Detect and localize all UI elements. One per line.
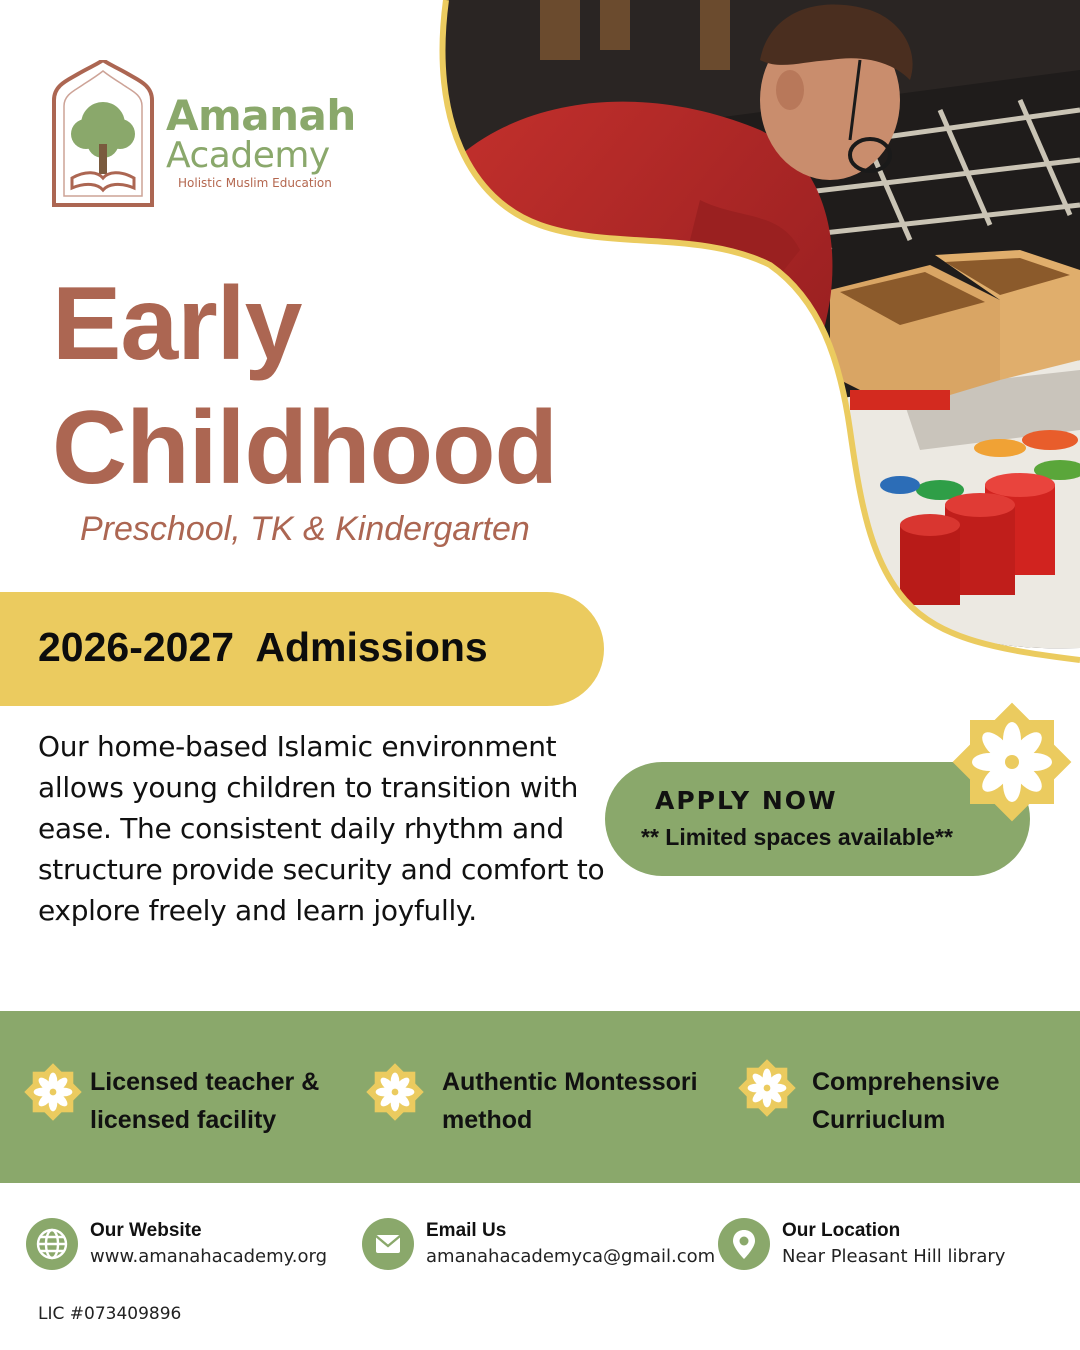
globe-icon xyxy=(26,1218,78,1270)
feature-line-1: Authentic Montessori xyxy=(442,1068,698,1096)
brand-logo xyxy=(48,60,368,210)
contact-location-title: Our Location xyxy=(782,1220,901,1241)
star-flower-icon xyxy=(952,702,1072,822)
features-band xyxy=(0,1011,1080,1183)
contact-email[interactable] xyxy=(362,1212,716,1282)
feature-line-2: Curriuclum xyxy=(812,1106,946,1134)
contact-website-value[interactable]: www.amanahacademy.org xyxy=(90,1246,327,1267)
star-flower-icon xyxy=(738,1059,796,1117)
contact-location-value: Near Pleasant Hill library xyxy=(782,1246,1006,1267)
description-text: Our home-based Islamic environment allows young children to transition with ease. The consistent daily rhythm and structure provide security and comfort to explore freely and learn joyfully. xyxy=(38,730,605,927)
brand-tagline: Holistic Muslim Education xyxy=(178,176,332,190)
brand-name: Amanah xyxy=(166,91,356,140)
contact-website-title: Our Website xyxy=(90,1220,202,1241)
feature-montessori xyxy=(366,1011,726,1183)
contact-email-value[interactable]: amanahacademyca@gmail.com xyxy=(426,1246,716,1267)
title-line-2: Childhood xyxy=(52,390,558,506)
feature-line-2: licensed facility xyxy=(90,1106,277,1134)
contact-email-title: Email Us xyxy=(426,1220,507,1241)
admissions-banner xyxy=(0,592,604,706)
page-title xyxy=(52,262,557,510)
page-subtitle: Preschool, TK & Kindergarten xyxy=(80,510,530,548)
license-number: LIC #073409896 xyxy=(38,1304,182,1324)
contact-website[interactable] xyxy=(26,1212,346,1282)
feature-licensed xyxy=(24,1011,344,1183)
feature-curriculum xyxy=(738,1011,1058,1183)
feature-line-1: Comprehensive xyxy=(812,1068,1000,1096)
admissions-label: 2026-2027 Admissions xyxy=(38,624,488,670)
contact-location[interactable] xyxy=(718,1212,1058,1282)
apply-now-label: APPLY NOW xyxy=(655,786,838,815)
location-pin-icon xyxy=(718,1218,770,1270)
envelope-icon xyxy=(362,1218,414,1270)
title-line-1: Early xyxy=(52,266,302,382)
feature-text xyxy=(442,1063,698,1139)
feature-line-2: method xyxy=(442,1106,533,1134)
star-flower-icon xyxy=(24,1063,82,1121)
brand-name-line2: Academy xyxy=(166,135,330,176)
star-flower-icon xyxy=(366,1063,424,1121)
tree-book-icon xyxy=(48,60,163,210)
feature-text xyxy=(812,1063,1000,1139)
feature-text xyxy=(90,1063,319,1139)
feature-line-1: Licensed teacher & xyxy=(90,1068,320,1096)
limited-spaces-note: ** Limited spaces available** xyxy=(641,824,953,850)
